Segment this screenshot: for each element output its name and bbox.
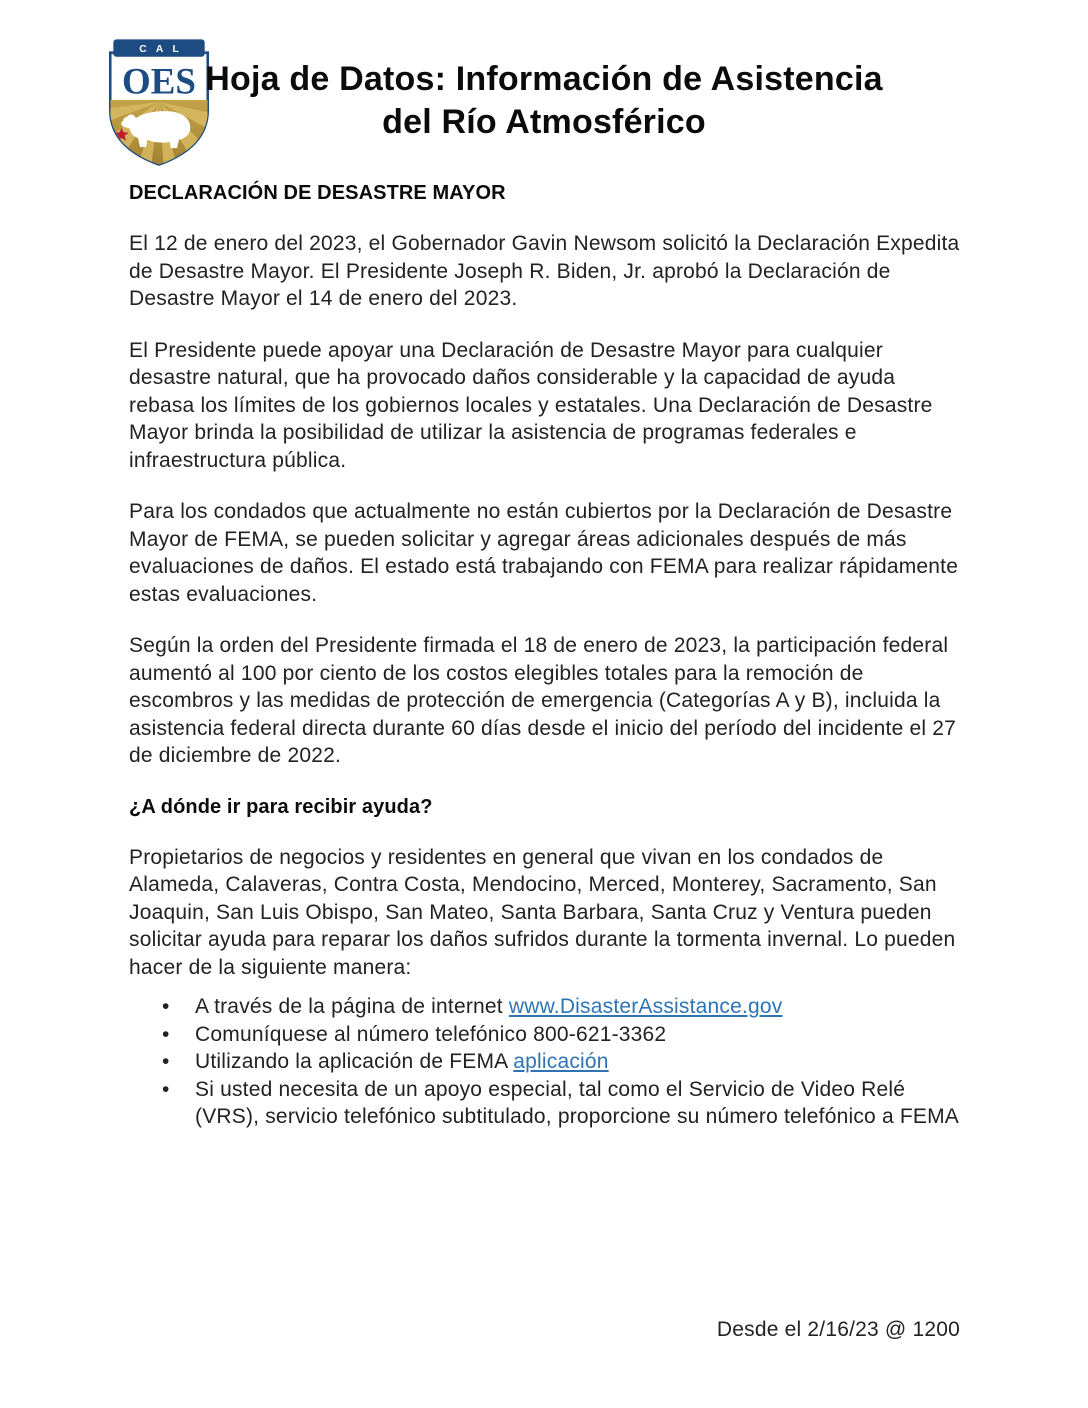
disaster-assistance-link[interactable]: www.DisasterAssistance.gov [508, 995, 783, 1018]
paragraph-declaration-request: El 12 de enero del 2023, el Gobernador Gavin Newsom solicitó la Declaración Expedita de Desastre Mayor. El Presidente Joseph R. Biden, Jr. aprobó la Declaración de Desastre Mayor el 14 de enero del 2023. [129, 232, 960, 310]
list-item-phone [162, 1021, 960, 1049]
oes-text: OES [122, 60, 196, 102]
paragraph-federal-share: Según la orden del Presidente firmada el 18 de enero de 2023, la participación federal aumentó al 100 por ciento de los costos elegibles totales para la remoción de escombros y las medidas de protección de emergencia (Categorías A y B), incluida la asistencia federal directa durante 60 días desde el inicio del período del incidente el 27 de diciembre de 2022. [129, 634, 957, 767]
document-body [0, 180, 1088, 1131]
paragraph-president-support: El Presidente puede apoyar una Declaración de Desastre Mayor para cualquier desastre natural, que ha provocado daños considerable y la capacidad de ayuda rebasa los límites de los gobiernos locales y estatales. Una Declaración de Desastre Mayor brinda la posibilidad de utilizar la asistencia de programas federales e infraestructura pública. [129, 338, 933, 472]
list-item-website [162, 993, 960, 1021]
list-item-text: Si usted necesita de un apoyo especial, tal como el Servicio de Video Relé (VRS), servicio telefónico subtitulado, proporcione su número telefónico a FEMA [195, 1077, 959, 1128]
bullet-icon: • [162, 1077, 170, 1101]
bullet-icon: • [162, 1050, 170, 1073]
list-item-fema-app [162, 1048, 960, 1076]
cal-text: CAL [139, 44, 189, 56]
page-title [0, 58, 1088, 144]
list-item-text: Comuníquese al número telefónico 800-621-3362 [195, 1022, 667, 1046]
page-title-line1: Hoja de Datos: Información de Asistencia [205, 60, 883, 98]
list-item-text: Utilizando la aplicación de FEMA [195, 1050, 514, 1073]
fema-app-link[interactable]: aplicación [513, 1050, 609, 1073]
list-item-vrs-support [162, 1076, 960, 1131]
section-heading-major-disaster: DECLARACIÓN DE DESASTRE MAYOR [129, 182, 506, 204]
section-heading-where-to-get-help: ¿A dónde ir para recibir ayuda? [129, 795, 433, 818]
footer-date: Desde el 2/16/23 @ 1200 [716, 1318, 960, 1341]
help-options-list [129, 993, 960, 1131]
paragraph-counties-not-covered: Para los condados que actualmente no están cubiertos por la Declaración de Desastre Mayor de FEMA, se pueden solicitar y agregar áreas adicionales después de más evaluaciones de daños. El estado está trabajando con FEMA para realizar rápidamente estas evaluaciones. [129, 500, 959, 606]
bullet-icon: • [162, 995, 170, 1018]
bullet-icon: • [162, 1022, 170, 1046]
page-title-line2: del Río Atmosférico [382, 103, 706, 141]
paragraph-eligible-counties: Propietarios de negocios y residentes en general que vivan en los condados de Alameda, Calaveras, Contra Costa, Mendocino, Merced, Monterey, Sacramento, San Joaquin, San Luis Obispo, San Mateo, Santa Barbara, Santa Cruz y Ventura pueden solicitar ayuda para reparar los daños sufridos durante la tormenta invernal. Lo pueden hacer de la siguiente manera: [129, 845, 956, 979]
list-item-text: A través de la página de internet [195, 995, 509, 1018]
